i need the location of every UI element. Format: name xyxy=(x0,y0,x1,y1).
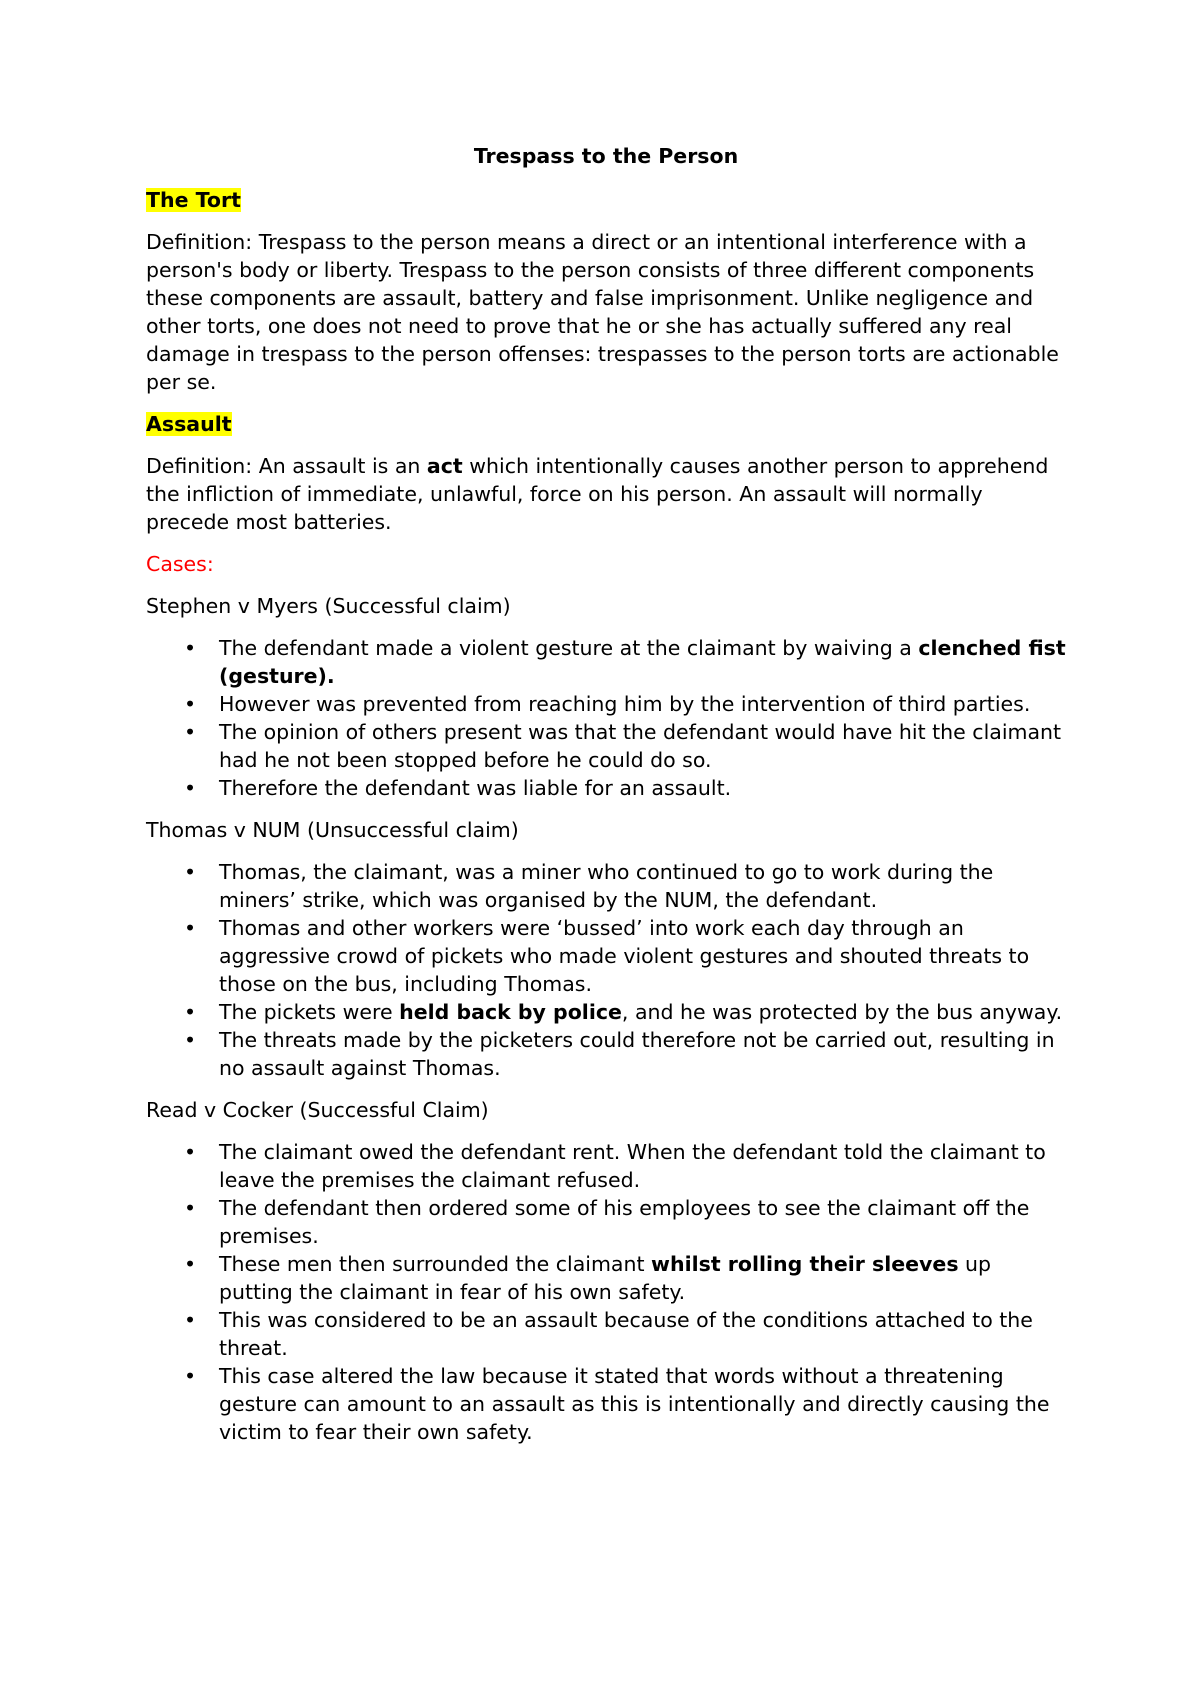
list-item xyxy=(146,1026,1066,1082)
case-points-list xyxy=(146,858,1066,1082)
highlighted-heading-text: Assault xyxy=(146,412,232,436)
point-text: The pickets were xyxy=(219,1000,400,1024)
point-text: Thomas, the claimant, was a miner who continued to go to work during the miners’ strike, which was organised by the NUM, the defendant. xyxy=(219,860,994,912)
bullet-icon: • xyxy=(184,692,197,716)
point-text: Therefore the defendant was liable for an assault. xyxy=(219,776,732,800)
point-text: The claimant owed the defendant rent. When the defendant told the claimant to leave the premises the claimant refused. xyxy=(219,1140,1046,1192)
point-text: This case altered the law because it stated that words without a threatening gesture can amount to an assault as this is intentionally and directly causing the victim to fear their own safety. xyxy=(219,1364,1050,1444)
point-text: The opinion of others present was that the defendant would have hit the claimant had he not been stopped before he could do so. xyxy=(219,720,1062,772)
list-item xyxy=(146,998,1066,1026)
section-heading-tort xyxy=(146,186,1066,214)
point-text: The threats made by the picketers could therefore not be carried out, resulting in no assault against Thomas. xyxy=(219,1028,1055,1080)
bullet-icon: • xyxy=(184,1252,197,1276)
tort-definition: Definition: Trespass to the person means a direct or an intentional interference with a person's body or liberty. Trespass to the person consists of three different components these components are assault, battery and false imprisonment. Unlike negligence and other torts, one does not need to prove that he or she has actually suffered any real damage in trespass to the person offenses: trespasses to the person torts are actionable per se. xyxy=(146,230,1059,394)
bullet-icon: • xyxy=(184,636,197,660)
cases-label: Cases: xyxy=(146,552,214,576)
point-text: This was considered to be an assault because of the conditions attached to the threat. xyxy=(219,1308,1033,1360)
list-item xyxy=(146,774,1066,802)
assault-definition xyxy=(146,452,1066,536)
list-item xyxy=(146,1250,1066,1306)
bullet-icon: • xyxy=(184,720,197,744)
definition-text: Definition: An assault is an xyxy=(146,454,427,478)
case-name: Stephen v Myers (Successful claim) xyxy=(146,594,511,618)
bullet-icon: • xyxy=(184,1028,197,1052)
list-item xyxy=(146,1306,1066,1362)
case-name: Read v Cocker (Successful Claim) xyxy=(146,1098,489,1122)
list-item xyxy=(146,1138,1066,1194)
list-item xyxy=(146,858,1066,914)
bullet-icon: • xyxy=(184,1000,197,1024)
point-bold-text: whilst rolling their sleeves xyxy=(651,1252,959,1276)
document-page xyxy=(146,142,1066,1460)
list-item xyxy=(146,718,1066,774)
highlighted-heading-text: The Tort xyxy=(146,188,241,212)
list-item xyxy=(146,634,1066,690)
case-points-list xyxy=(146,1138,1066,1446)
point-text: However was prevented from reaching him by the intervention of third parties. xyxy=(219,692,1031,716)
list-item xyxy=(146,1194,1066,1250)
point-text: up putting the claimant in fear of his own safety. xyxy=(219,1252,992,1304)
bullet-icon: • xyxy=(184,1196,197,1220)
bullet-icon: • xyxy=(184,776,197,800)
definition-text: which intentionally causes another person to apprehend the infliction of immediate, unlawful, force on his person. An assault will normally precede most batteries. xyxy=(146,454,1049,534)
point-bold-text: held back by police xyxy=(399,1000,622,1024)
cases-list xyxy=(146,592,1066,1446)
section-heading-assault xyxy=(146,410,1066,438)
definition-bold-text: act xyxy=(426,454,463,478)
point-text: Thomas and other workers were ‘bussed’ into work each day through an aggressive crowd of pickets who made violent gestures and shouted threats to those on the bus, including Thomas. xyxy=(219,916,1030,996)
bullet-icon: • xyxy=(184,916,197,940)
point-text: The defendant made a violent gesture at the claimant by waiving a xyxy=(219,636,919,660)
bullet-icon: • xyxy=(184,860,197,884)
point-bold-text: clenched fist (gesture). xyxy=(219,636,1066,688)
point-text: , and he was protected by the bus anyway. xyxy=(621,1000,1063,1024)
bullet-icon: • xyxy=(184,1364,197,1388)
bullet-icon: • xyxy=(184,1308,197,1332)
point-text: The defendant then ordered some of his employees to see the claimant off the premises. xyxy=(219,1196,1030,1248)
document-title: Trespass to the Person xyxy=(473,144,739,168)
list-item xyxy=(146,690,1066,718)
list-item xyxy=(146,914,1066,998)
bullet-icon: • xyxy=(184,1140,197,1164)
case-points-list xyxy=(146,634,1066,802)
case-name: Thomas v NUM (Unsuccessful claim) xyxy=(146,818,519,842)
list-item xyxy=(146,1362,1066,1446)
point-text: These men then surrounded the claimant xyxy=(219,1252,652,1276)
